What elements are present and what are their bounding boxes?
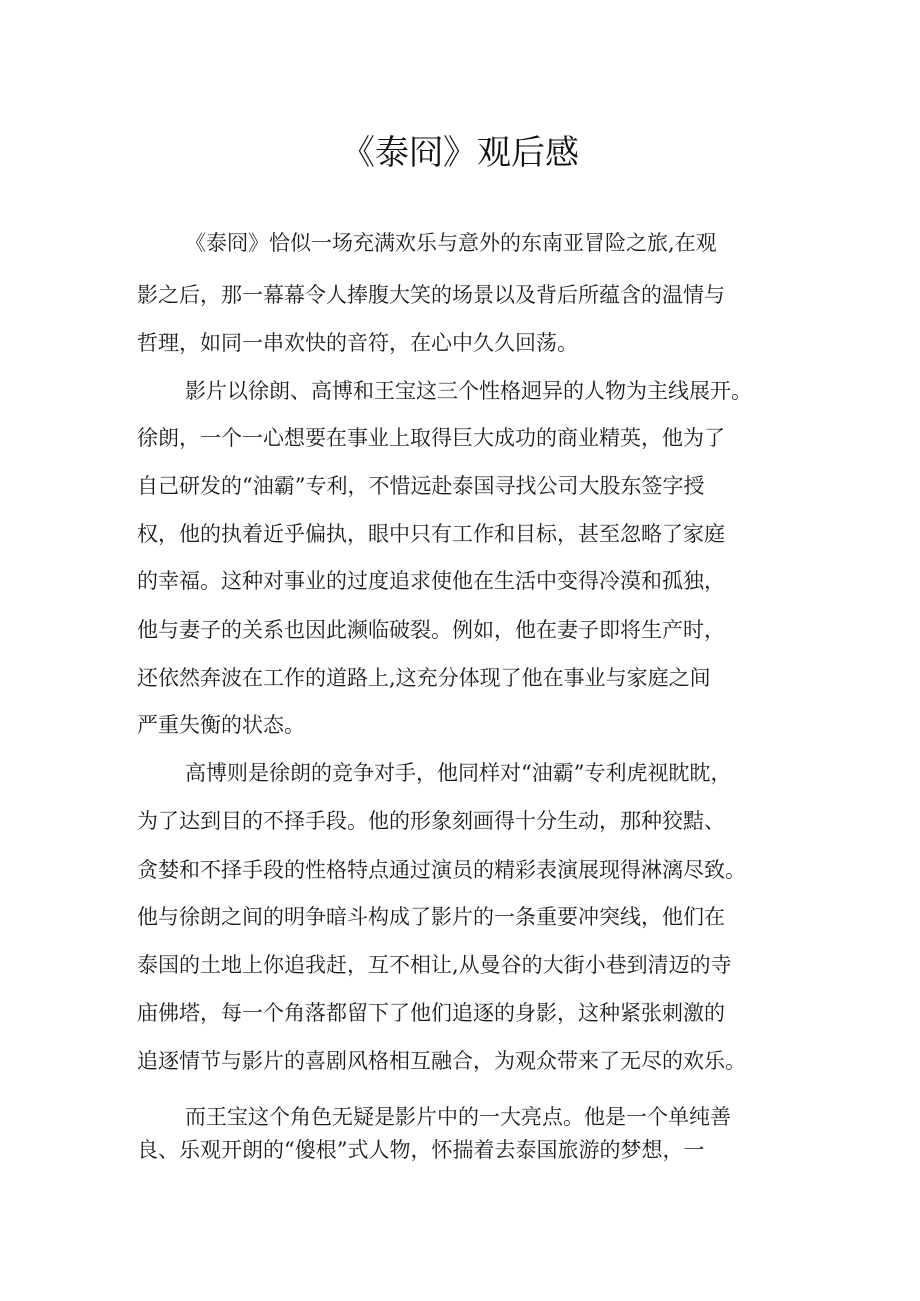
- text-line: 影之后，那一幕幕令人捧腹大笑的场景以及背后所蕴含的温情与: [137, 283, 725, 307]
- document-title: 《泰冏》观后感: [341, 133, 579, 173]
- text-line: 他与徐朗之间的明争暗斗构成了影片的一条重要冲突线，他们在: [137, 905, 725, 929]
- text-line: 贪婪和不择手段的性格特点通过演员的精彩表演展现得淋漓尽致。: [137, 858, 746, 882]
- text-line: 徐朗，一个一心想要在事业上取得巨大成功的商业精英，他为了: [137, 426, 725, 450]
- text-line: 的幸福。这种对事业的过度追求使他在生活中变得冷漠和孤独，: [137, 569, 725, 593]
- text-line: 《泰冏》恰似一场充满欢乐与意外的东南亚冒险之旅,在观: [185, 231, 717, 255]
- text-line: 良、乐观开朗的“傻根”式人物，怀揣着去泰国旅游的梦想，一: [137, 1138, 705, 1162]
- text-line: 为了达到目的不择手段。他的形象刻画得十分生动，那种狡黠、: [137, 809, 725, 833]
- text-line: 还依然奔波在工作的道路上,这充分体现了他在事业与家庭之间: [137, 666, 711, 690]
- text-line: 哲理，如同一串欢快的音符，在心中久久回荡。: [137, 331, 578, 355]
- text-line: 自己研发的“油霸”专利，不惜远赴泰国寻找公司大股东签字授: [137, 474, 705, 498]
- text-line: 泰国的土地上你追我赶，互不相让,从曼谷的大街小巷到清迈的寺: [137, 953, 732, 977]
- text-line: 严重失衡的状态。: [137, 713, 305, 737]
- text-line: 追逐情节与影片的喜剧风格相互融合，为观众带来了无尽的欢乐。: [137, 1049, 746, 1073]
- text-line: 高博则是徐朗的竞争对手，他同样对“油霸”专利虎视眈眈，: [185, 761, 732, 785]
- text-line: 庙佛塔，每一个角落都留下了他们追逐的身影，这种紧张刺激的: [137, 1001, 725, 1025]
- text-line: 权，他的执着近乎偏执，眼中只有工作和目标，甚至忽略了家庭: [137, 522, 725, 546]
- text-line: 而王宝这个角色无疑是影片中的一大亮点。他是一个单纯善: [185, 1105, 731, 1129]
- text-line: 他与妻子的关系也因此濒临破裂。例如，他在妻子即将生产时，: [137, 618, 725, 642]
- text-line: 影片以徐朗、高博和王宝这三个性格迥异的人物为主线展开。: [185, 379, 752, 403]
